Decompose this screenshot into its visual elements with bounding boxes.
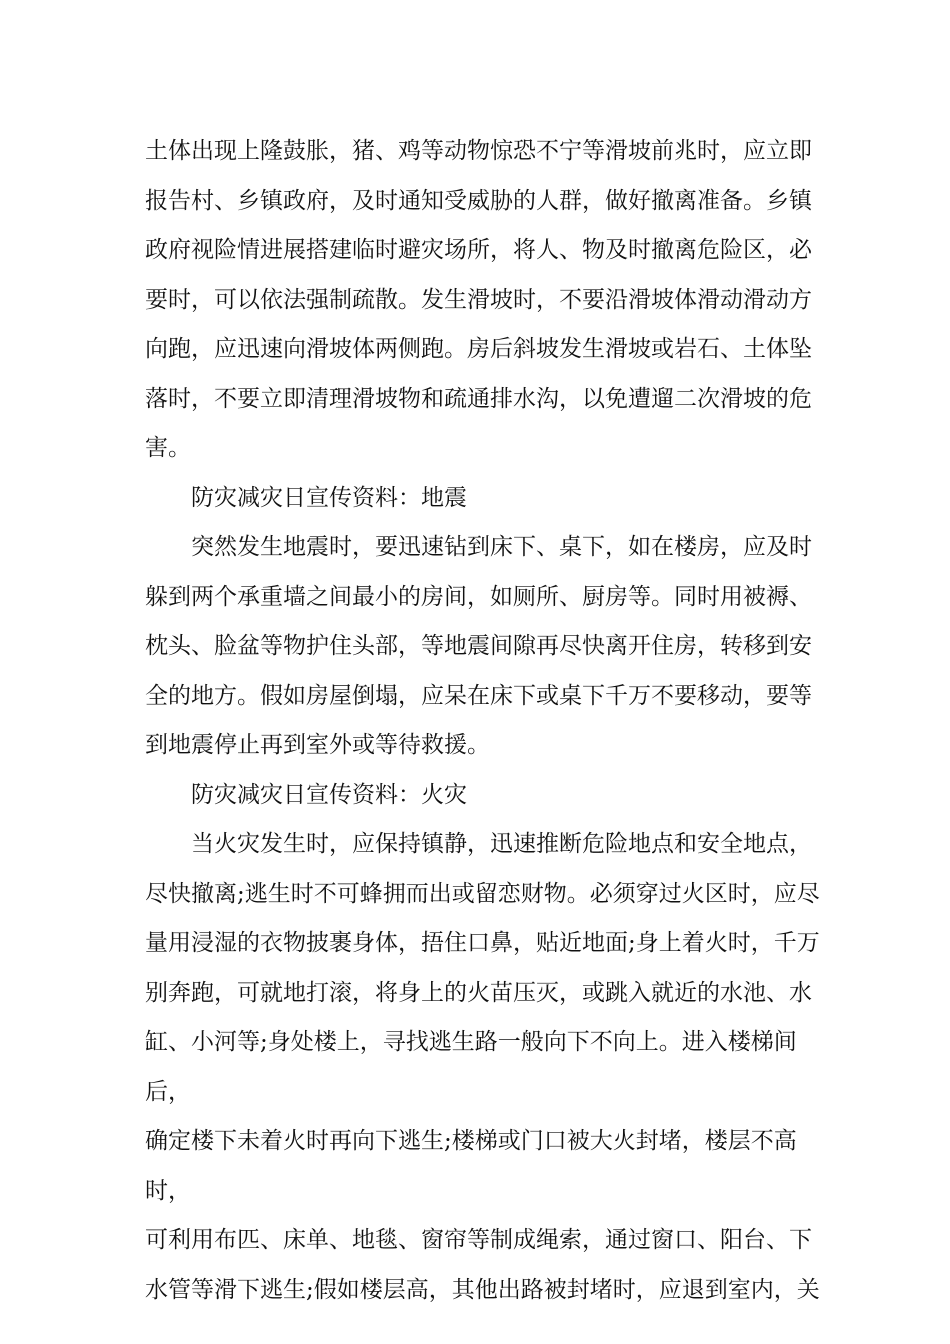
paragraph-earthquake: 突然发生地震时，要迅速钻到床下、桌下，如在楼房，应及时 躲到两个承重墙之间最小的房间，如厕所、厨房等。同时用被褥、 枕头、脸盆等物护住头部，等地震间隙再尽快离开住房，转移到安 全的地方。假如房屋倒塌，应呆在床下或桌下千万不要移动，要等 到地震停止再到室外或等待救援。 [145, 534, 812, 758]
paragraph-fire: 当火灾发生时，应保持镇静，迅速推断危险地点和安全地点， 尽快撤离;逃生时不可蜂拥而出或留恋财物。必须穿过火区时，应尽 量用浸湿的衣物披裹身体，捂住口鼻，贴近地面;身上着火时，千万 别奔跑，可就地打滚，将身上的火苗压灭，或跳入就近的水池、水 缸、小河等;身处楼上，寻找逃生路一般向下不向上。进入楼梯间后， 确定楼下未着火时再向下逃生;楼梯或门口被大火封堵，楼层不高时， 可利用布匹、床单、地毯、窗帘等制成绳索，通过窗口、阳台、下 水管等滑下逃生;假如楼层高，其他出路被封堵时，应退到室内，关 [145, 831, 820, 1303]
paragraph-landslide-continued: 土体出现上隆鼓胀，猪、鸡等动物惊恐不宁等滑坡前兆时，应立即 报告村、乡镇政府，及时通知受威胁的人群，做好撤离准备。乡镇 政府视险情进展搭建临时避灾场所，将人、物及时撤离危险区，必 要时，可以依法强制疏散。发生滑坡时，不要沿滑坡体滑动滑动方 向跑，应迅速向滑坡体两侧跑。房后斜坡发生滑坡或岩石、土体坠 落时，不要立即清理滑坡物和疏通排水沟，以免遭遛二次滑坡的危 害。 [145, 138, 812, 461]
document-body [145, 127, 825, 1315]
heading-fire: 防灾减灾日宣传资料：火灾 [191, 781, 467, 808]
heading-earthquake: 防灾减灾日宣传资料：地震 [191, 484, 467, 511]
